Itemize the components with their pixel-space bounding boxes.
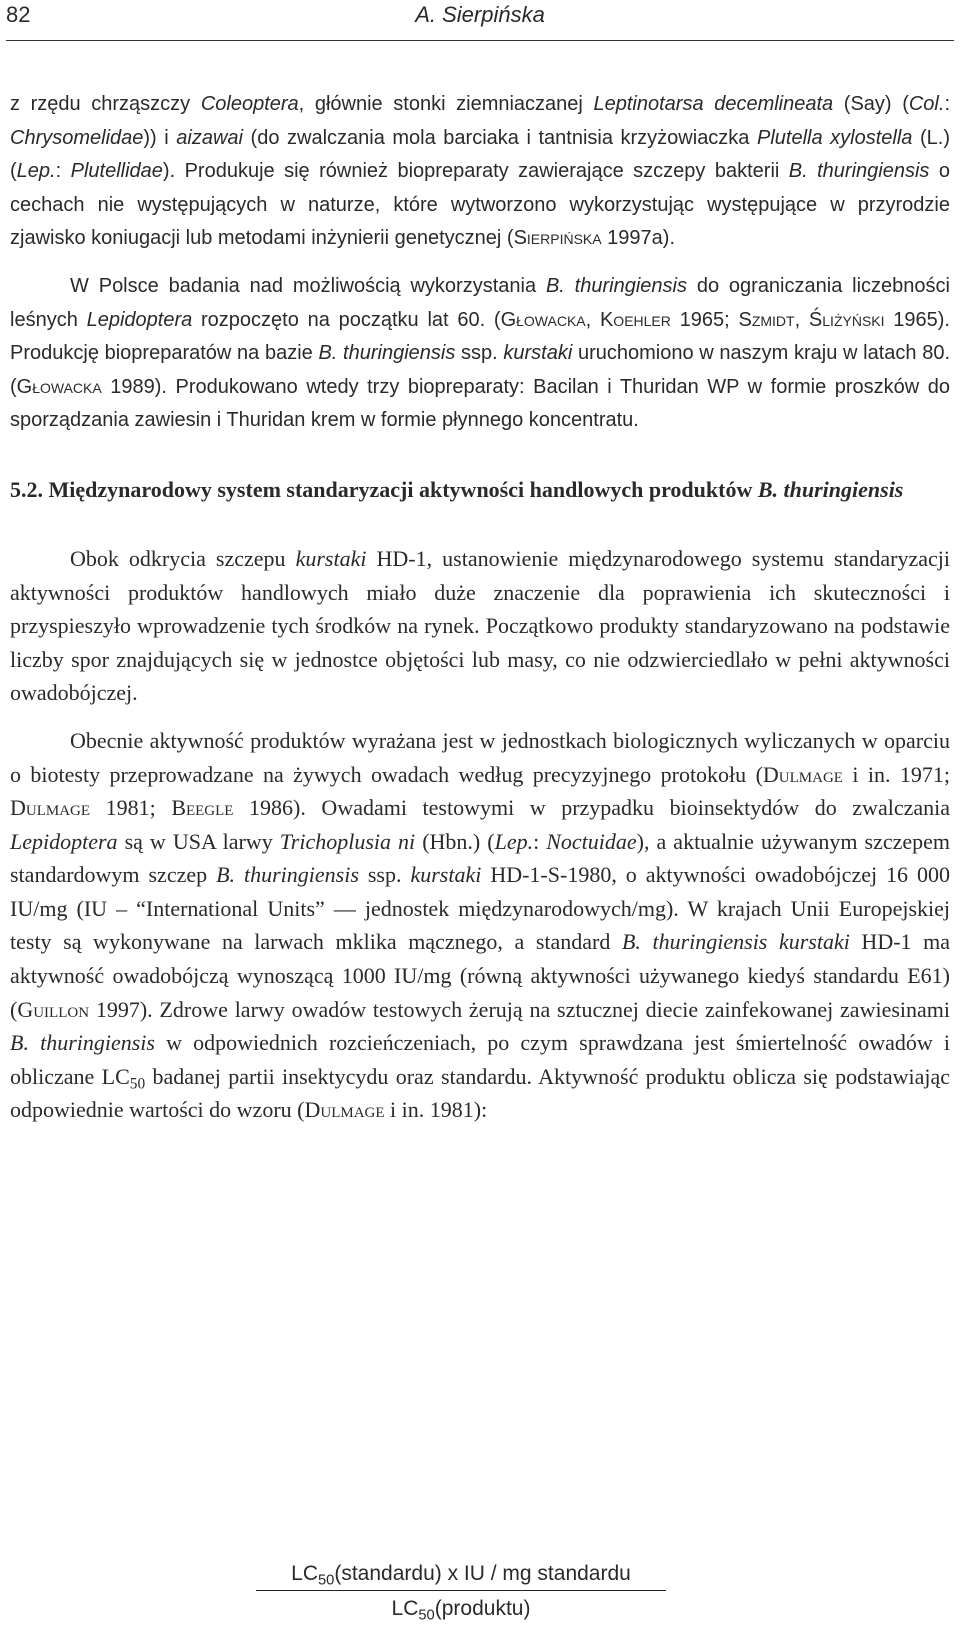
text-run: 1965). Produkcję biopreparatów na bazie bbox=[10, 308, 950, 365]
text-run: Guillon bbox=[17, 996, 90, 1022]
text-run: w odpowiednich rozcieńczeniach, po czym sprawdzana jest śmiertelność owadów i obliczane LC bbox=[10, 1030, 950, 1089]
text-run: B. thuringiensis bbox=[545, 274, 687, 297]
page-body bbox=[10, 88, 950, 1127]
text-run: do ograniczania liczebności leśnych bbox=[10, 274, 950, 331]
section-number: 5.2. bbox=[10, 476, 43, 502]
text-run: Plutella xylostella bbox=[757, 126, 913, 149]
formula-numerator: $LC_{50}(standardu)$ x IU / mg standardu bbox=[256, 1562, 666, 1591]
text-run: (L.) ( bbox=[10, 126, 950, 183]
paragraph-continuation bbox=[10, 88, 950, 256]
text-run: i in. 1981): bbox=[384, 1097, 488, 1123]
text-run: 1997). Zdrowe larwy owadów testowych żerują na sztucznej diecie zainfekowanej zawiesinami bbox=[89, 996, 950, 1022]
text-run: )) i bbox=[143, 126, 177, 149]
text-run: Głowacka bbox=[16, 375, 102, 398]
paragraph-standardization-intro bbox=[10, 542, 950, 710]
text-run: HD-1-S-1980, o aktywności owadobójczej 16 000 IU/mg (IU – “International Units” — jednostek międzynarodowych/mg). W krajach Unii Europejskiej testy są wykonywane na larwach mklika mącznego, a standard bbox=[10, 862, 951, 955]
text-run: ssp. bbox=[358, 862, 411, 888]
text-run: Trichoplusia ni bbox=[279, 828, 416, 854]
text-run: Lepidoptera bbox=[10, 828, 118, 854]
text-run: Coleoptera bbox=[200, 93, 299, 115]
text-run: ), a aktualnie używanym szczepem standardowym szczep bbox=[10, 828, 951, 888]
text-run: (Hbn.) ( bbox=[415, 828, 495, 854]
text-run: Koehler bbox=[599, 308, 671, 331]
section-title: Międzynarodowy system standaryzacji aktywności handlowych produktów bbox=[48, 476, 758, 502]
text-run: Lep. bbox=[16, 160, 56, 183]
text-run: Głowacka bbox=[500, 308, 586, 331]
formula-denominator: $LC_{50}(produktu)$ bbox=[391, 1597, 531, 1624]
text-run: W Polsce badania nad możliwością wykorzystania bbox=[70, 274, 546, 297]
text-run: 1997a). bbox=[601, 227, 675, 250]
text-run: Beegle bbox=[171, 795, 234, 821]
text-run: Obok odkrycia szczepu bbox=[70, 545, 296, 571]
text-run: kurstaki bbox=[503, 342, 573, 365]
text-run: Dulmage bbox=[304, 1097, 385, 1123]
text-run: Lepidoptera bbox=[86, 308, 193, 331]
text-run: B. thuringiensis bbox=[788, 160, 930, 183]
text-run: kurstaki bbox=[295, 545, 367, 571]
page-number: 82 bbox=[6, 2, 31, 27]
text-run: Dulmage bbox=[10, 795, 91, 821]
text-run: Plutellidae bbox=[70, 160, 163, 183]
text-run: , głównie stonki ziemniaczanej bbox=[298, 93, 594, 115]
text-run: (do zwalczania mola barciaka i tantnisia krzyżowiaczka bbox=[242, 126, 757, 149]
section-heading bbox=[10, 476, 950, 504]
text-run: , bbox=[794, 308, 809, 331]
text-run: rozpoczęto na początku lat 60. ( bbox=[192, 308, 501, 331]
text-run: Col. bbox=[908, 93, 945, 115]
text-run: (Say) ( bbox=[833, 93, 909, 115]
text-run: ssp. bbox=[455, 342, 504, 365]
text-run: z rzędu chrząszczy bbox=[10, 93, 201, 115]
text-run: o cechach nie występujących w naturze, które wytworzono wykorzystując występujące w przyrodzie zjawisko koniugacji lub metodami inżynierii genetycznej ( bbox=[10, 160, 950, 250]
text-run: : bbox=[944, 93, 950, 115]
header-rule bbox=[6, 40, 954, 41]
text-run: Sierpińska bbox=[513, 227, 602, 250]
text-run: Chrysomelidae bbox=[10, 126, 144, 149]
text-run: B. thuringiensis kurstaki bbox=[621, 929, 850, 955]
text-run: 1989). Produkowano wtedy trzy biopreparaty: Bacilan i Thuridan WP w formie proszków do sporządzania zawiesin i Thuridan krem w formie płynnego koncentratu. bbox=[10, 375, 950, 432]
text-run: HD-1 ma aktywność owadobójczą wynoszącą 1000 IU/mg (równą aktywności używanego kiedyś standardu E61) ( bbox=[10, 929, 951, 1022]
text-run: 50 bbox=[129, 1075, 146, 1093]
text-run: uruchomiono w naszym kraju w latach 80. ( bbox=[10, 342, 951, 398]
text-run: 1981; bbox=[90, 795, 172, 821]
page-header bbox=[0, 0, 960, 40]
text-run: ). Produkuje się również biopreparaty zawierające szczepy bakterii bbox=[162, 160, 789, 183]
text-run: : bbox=[533, 828, 547, 854]
text-run: B. thuringiensis bbox=[216, 862, 359, 888]
text-run: Noctuidae bbox=[546, 828, 637, 854]
text-run: B. thuringiensis bbox=[10, 1030, 155, 1056]
formula-fraction bbox=[256, 1562, 666, 1624]
text-run: : bbox=[55, 160, 71, 183]
text-run: HD-1, ustanowienie międzynarodowego systemu standaryzacji aktywności produktów handlowych miało duże znaczenie dla poprawienia ich skuteczności i przyspieszyło wprowadzenie tych środków na rynek. Początkowo produkty standaryzowano na podstawie liczby spor znajdujących się w jednostce objętości lub masy, co nie odzwierciedlało w pełni aktywności owadobójczej. bbox=[10, 545, 950, 706]
paragraph-biological-units bbox=[10, 724, 950, 1127]
text-run: B. thuringiensis bbox=[318, 342, 456, 365]
text-run: Dulmage bbox=[762, 761, 843, 787]
text-run: Śliżyński bbox=[808, 308, 885, 331]
text-run: Lep. bbox=[494, 828, 534, 854]
text-run: kurstaki bbox=[410, 862, 482, 888]
text-run: , bbox=[585, 308, 600, 331]
text-run: 1986). Owadami testowymi w przypadku bioinsektydów do zwalczania bbox=[233, 795, 950, 821]
text-run: badanej partii insektycydu oraz standardu. Aktywność produktu oblicza się podstawiając odpowiednie wartości do wzoru ( bbox=[10, 1063, 950, 1123]
running-head: A. Sierpińska bbox=[415, 2, 545, 27]
text-run: Obecnie aktywność produktów wyrażana jest w jednostkach biologicznych wyliczanych w oparciu o biotesty przeprowadzane na żywych owadach według precyzyjnego protokołu ( bbox=[10, 727, 950, 787]
section-title-italic: B. thuringiensis bbox=[757, 476, 904, 502]
text-run: 1965; bbox=[670, 308, 739, 331]
text-run: Leptinotarsa decemlineata bbox=[593, 93, 834, 115]
text-run: Szmidt bbox=[738, 308, 795, 331]
paragraph-polish-research bbox=[10, 270, 950, 438]
text-run: aizawai bbox=[176, 126, 243, 149]
text-run: i in. 1971; bbox=[842, 761, 950, 787]
text-run: są w USA larwy bbox=[117, 828, 280, 854]
